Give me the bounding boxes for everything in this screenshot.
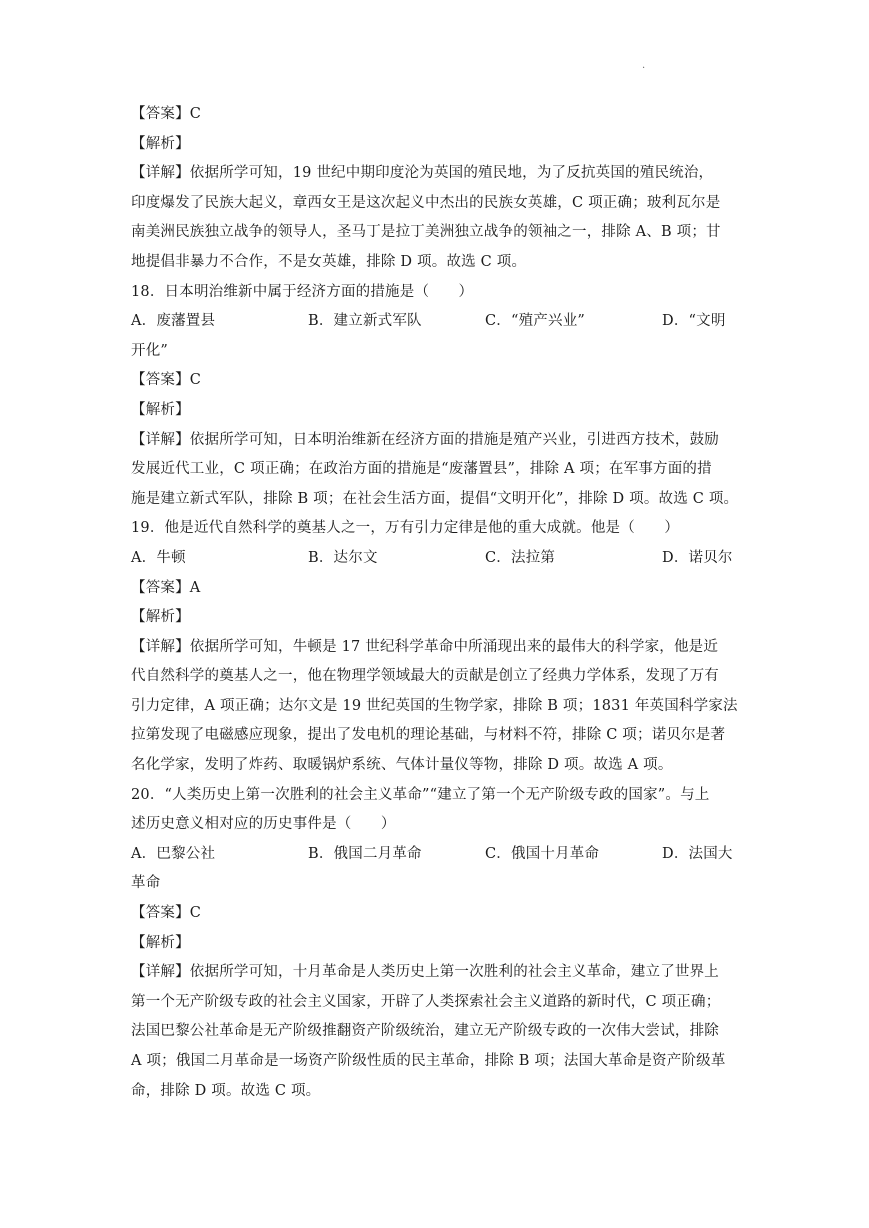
detail-line: 【详解】依据所学可知，日本明治维新在经济方面的措施是殖产兴业，引进西方技术，鼓励 [131, 431, 719, 448]
detail-line: A 项；俄国二月革命是一场资产阶级性质的民主革命，排除 B 项；法国大革命是资产阶级革 [131, 1053, 726, 1069]
detail-line: 命，排除 D 项。故选 C 项。 [131, 1082, 321, 1099]
option-b: B．达尔文 [308, 549, 378, 566]
detail-line: 【详解】依据所学可知，牛顿是 17 世纪科学革命中所涌现出来的最伟大的科学家，他是近 [131, 638, 719, 655]
detail-line: 地提倡非暴力不合作，不是女英雄，排除 D 项。故选 C 项。 [131, 253, 527, 270]
detail-line: 印度爆发了民族大起义，章西女王是这次起义中杰出的民族女英雄，C 项正确；玻利瓦尔是 [131, 194, 721, 211]
detail-line: 引力定律，A 项正确；达尔文是 19 世纪英国的生物学家，排除 B 项；1831 年英国科学家法 [131, 697, 738, 714]
option-c: C．法拉第 [485, 549, 556, 566]
analysis-label: 【解析】 [131, 401, 190, 418]
option-a: A．牛顿 [131, 549, 186, 566]
detail-line: 南美洲民族独立战争的领导人，圣马丁是拉丁美洲独立战争的领袖之一，排除 A、B 项；甘 [131, 224, 721, 241]
analysis-label: 【解析】 [131, 934, 190, 951]
detail-line: 【详解】依据所学可知，19 世纪中期印度沦为英国的殖民地，为了反抗英国的殖民统治， [131, 165, 714, 182]
option-c: C．俄国十月革命 [485, 845, 600, 862]
question-20-options [131, 840, 741, 870]
option-a: A．巴黎公社 [131, 845, 216, 862]
option-d: D．诺贝尔 [662, 549, 733, 566]
detail-line: 法国巴黎公社革命是无产阶级推翻资产阶级统治，建立无产阶级专政的一次伟大尝试，排除 [131, 1023, 719, 1040]
header-dot: . [642, 60, 646, 71]
option-b: B．建立新式军队 [308, 313, 422, 330]
document-page [131, 100, 741, 1106]
detail-line: 代自然科学的奠基人之一，他在物理学领域最大的贡献是创立了经典力学体系，发现了万有 [131, 668, 719, 685]
detail-line: 第一个无产阶级专政的社会主义国家，开辟了人类探索社会主义道路的新时代，C 项正确； [131, 993, 721, 1010]
detail-line: 发展近代工业，C 项正确；在政治方面的措施是“废藩置县”，排除 A 项；在军事方面的措 [131, 461, 712, 478]
option-a: A．废藩置县 [131, 313, 216, 330]
option-d-wrap: 开化” [131, 342, 169, 359]
question-18-options [131, 307, 741, 337]
answer-label: 【答案】A [131, 579, 201, 596]
question-18-stem: 18．日本明治维新中属于经济方面的措施是（ ） [131, 283, 474, 300]
answer-label: 【答案】C [131, 905, 202, 922]
detail-line: 名化学家，发明了炸药、取暖锅炉系统、气体计量仪等物，排除 D 项。故选 A 项。 [131, 757, 673, 774]
detail-line: 施是建立新式军队，排除 B 项；在社会生活方面，提倡“文明开化”，排除 D 项。故选 C 项。 [131, 490, 739, 507]
question-19-options [131, 544, 741, 574]
option-c: C．“殖产兴业” [485, 313, 586, 330]
question-20-stem-cont: 述历史意义相对应的历史事件是（ ） [131, 816, 396, 833]
question-20-stem: 20．“人类历史上第一次胜利的社会主义革命”“建立了第一个无产阶级专政的国家”。与上 [131, 786, 710, 803]
answer-label: 【答案】C [131, 106, 202, 122]
analysis-label: 【解析】 [131, 609, 190, 626]
option-d: D．法国大 [662, 845, 733, 862]
question-19-stem: 19．他是近代自然科学的奠基人之一，万有引力定律是他的重大成就。他是（ ） [131, 520, 680, 537]
detail-line: 【详解】依据所学可知，十月革命是人类历史上第一次胜利的社会主义革命，建立了世界上 [131, 964, 719, 981]
option-b: B．俄国二月革命 [308, 845, 422, 862]
option-d: D．“文明 [662, 313, 726, 330]
analysis-label: 【解析】 [131, 135, 190, 152]
answer-label: 【答案】C [131, 372, 202, 389]
option-d-wrap: 革命 [131, 875, 161, 892]
detail-line: 拉第发现了电磁感应现象，提出了发电机的理论基础，与材料不符，排除 C 项；诺贝尔是著 [131, 727, 726, 744]
